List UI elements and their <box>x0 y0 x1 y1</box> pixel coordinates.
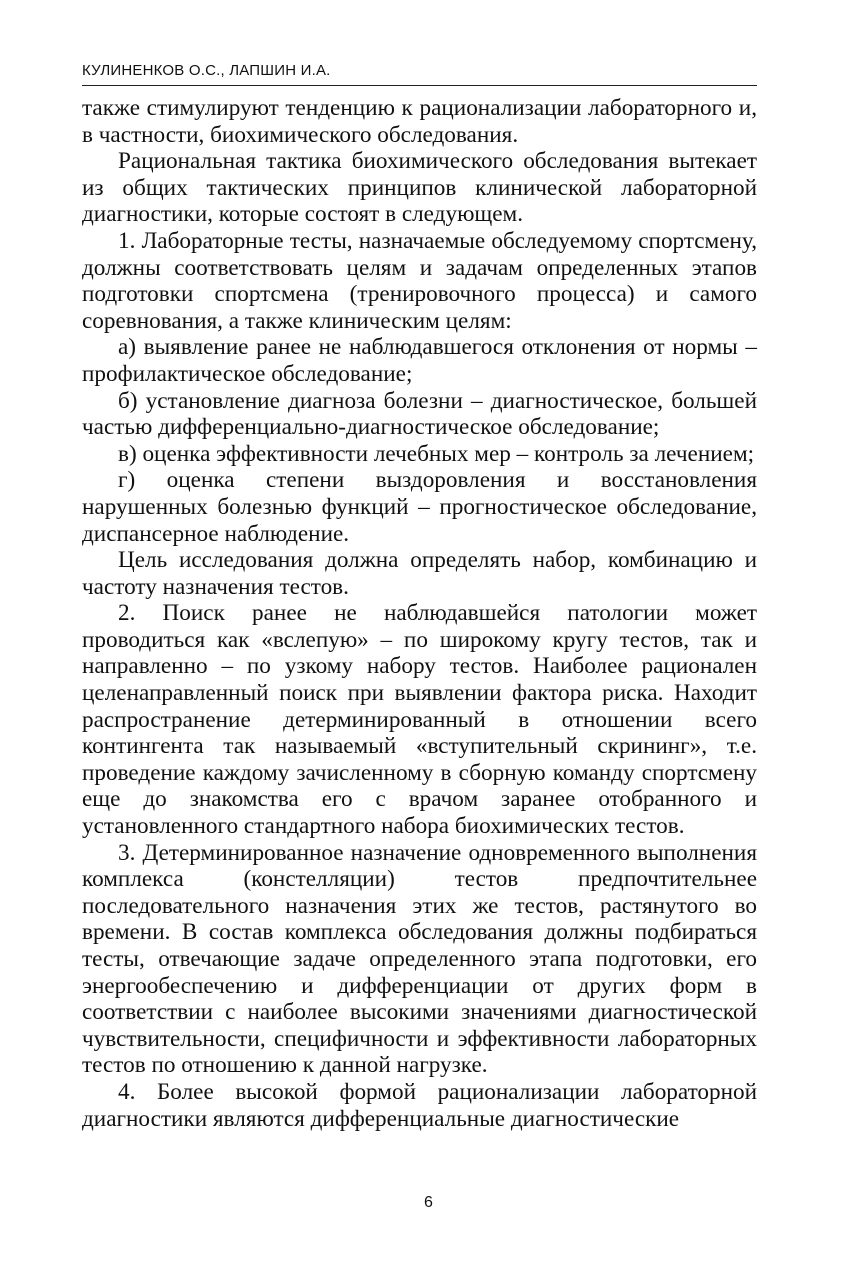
page-number: 6 <box>424 1194 433 1211</box>
paragraph: 2. Поиск ранее не наблюдавшейся патологии может проводиться как «вслепую» – по широкому кругу тестов, так и направленно – по узкому набору тестов. Наиболее рационален целенаправленный поиск при выявлении фактора риска. Находит распространение детерминированный в отношении всего контингента так называемый «вступительный скрининг», т.е. проведение каждому зачисленному в сборную команду спортсмену еще до знакомства его с врачом заранее отобранного и установленного стандартного набора биохимических тестов. <box>82 600 757 840</box>
paragraph: 1. Лабораторные тесты, назначаемые обследуемому спортсмену, должны соответствовать целям и задачам определенных этапов подготовки спортсмена (тренировочного процесса) и самого соревнования, а также клиническим целям: <box>82 227 757 334</box>
list-item: в) оценка эффективности лечебных мер – контроль за лечением; <box>118 440 755 467</box>
running-head: КУЛИНЕНКОВ О.С., ЛАПШИН И.А. <box>82 60 757 86</box>
paragraph: Рациональная тактика биохимического обследования вытекает из общих тактических принципов клинической лабораторной диагностики, которые состоят в следующем. <box>82 148 757 228</box>
paragraph: 4. Более высокой формой рационализации лабораторной диагностики являются дифференциальные диагностические <box>82 1078 757 1132</box>
paragraph: Цель исследования должна определять набор, комбинацию и частоту назначения тестов. <box>82 547 757 600</box>
list-item: а) выявление ранее не наблюдавшегося отклонения от нормы – профилактическое обследование; <box>82 334 757 387</box>
paragraph: также стимулируют тенденцию к рационализации лабораторного и, в частности, биохимического обследования. <box>82 95 757 148</box>
list-item: г) оценка степени выздоровления и восстановления нарушенных болезнью функций – прогностическое обследование, диспансерное наблюдение. <box>82 467 757 547</box>
list-item: б) установление диагноза болезни – диагностическое, большей частью дифференциально-диагностическое обследование; <box>82 387 757 441</box>
paragraph: 3. Детерминированное назначение одновременного выполнения комплекса (констелляции) тестов предпочтительнее последовательного назначения этих же тестов, растянутого во времени. В состав комплекса обследования должны подбираться тесты, отвечающие задаче определенного этапа подготовки, его энергообеспечению и дифференциации от других форм в соответствии с наиболее высокими значениями диагностической чувствительности, специфичности и эффективности лабораторных тестов по отношению к данной нагрузке. <box>82 839 757 1079</box>
page-body-text <box>82 95 757 1132</box>
